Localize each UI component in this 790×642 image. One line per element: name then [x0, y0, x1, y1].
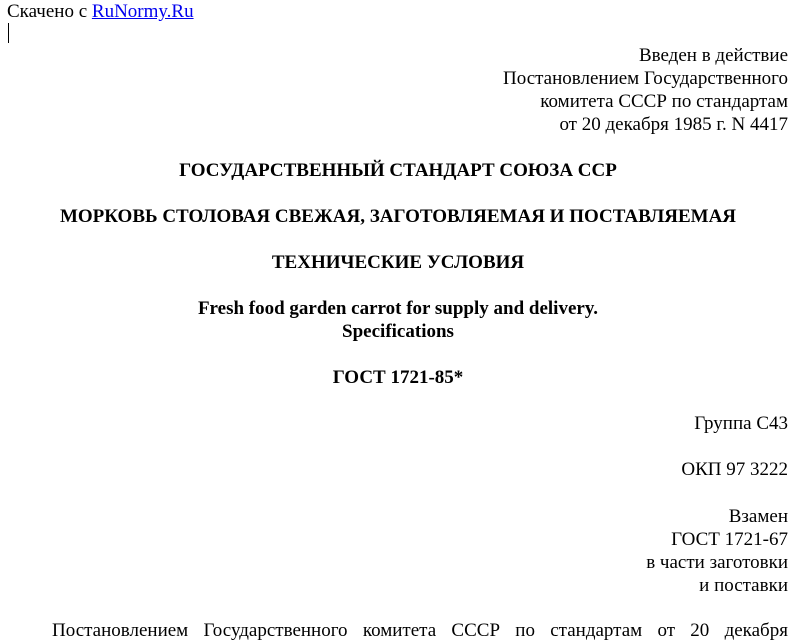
- standard-code: ГОСТ 1721-85*: [332, 367, 464, 388]
- body-word: СССР: [451, 620, 501, 641]
- replaces-line-1: Взамен: [728, 506, 788, 527]
- group-code: Группа С43: [694, 413, 788, 434]
- text-cursor: [8, 23, 9, 43]
- body-word: Постановлением: [52, 620, 189, 641]
- body-word: по: [515, 620, 535, 641]
- body-word: Государственного: [203, 620, 348, 641]
- body-word: от: [657, 620, 676, 641]
- replaces-line-4: и поставки: [699, 575, 788, 596]
- english-title-line-2: Specifications: [342, 321, 454, 342]
- body-word: декабря: [724, 620, 788, 641]
- standard-subtitle: ТЕХНИЧЕСКИЕ УСЛОВИЯ: [271, 252, 525, 273]
- replaces-line-2: ГОСТ 1721-67: [671, 529, 788, 550]
- intro-line-1: Введен в действие: [638, 45, 788, 66]
- english-title-line-1: Fresh food garden carrot for supply and delivery.: [197, 298, 599, 319]
- body-word: 20: [690, 620, 710, 641]
- source-link[interactable]: RuNormy.Ru: [91, 1, 194, 22]
- body-word: комитета: [362, 620, 437, 641]
- intro-line-3: комитета СССР по стандартам: [540, 91, 788, 112]
- body-paragraph-first-line: [52, 619, 788, 642]
- source-prefix: Скачено с: [7, 1, 88, 22]
- replaces-line-3: в части заготовки: [646, 552, 788, 573]
- intro-line-2: Постановлением Государственного: [503, 68, 788, 89]
- intro-line-4: от 20 декабря 1985 г. N 4417: [559, 114, 788, 135]
- standard-name-heading: МОРКОВЬ СТОЛОВАЯ СВЕЖАЯ, ЗАГОТОВЛЯЕМАЯ И ПОСТАВЛЯЕМАЯ: [59, 206, 737, 227]
- okp-code: ОКП 97 3222: [681, 459, 788, 480]
- standard-org-heading: ГОСУДАРСТВЕННЫЙ СТАНДАРТ СОЮЗА ССР: [179, 160, 617, 181]
- body-word: стандартам: [550, 620, 643, 641]
- source-note: [7, 0, 194, 23]
